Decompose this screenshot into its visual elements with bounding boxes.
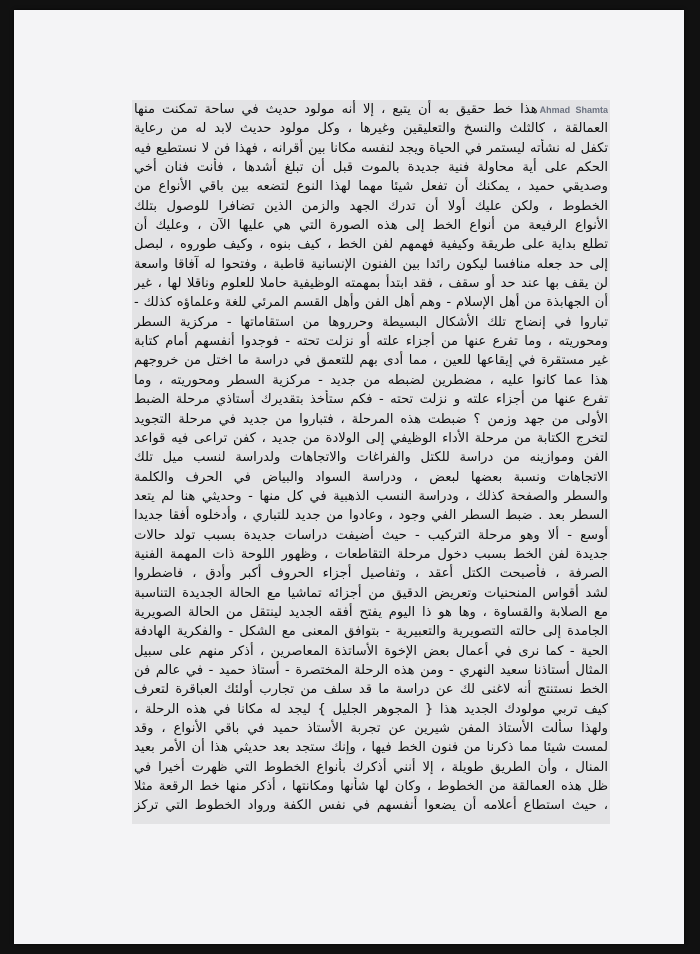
text-line: غير مستقرة في إيقاعها للعين ، مما أدى بهم للتعمق في دراسة ما اختل من خروجهم: [134, 353, 608, 369]
text-line: أن الجهابذة من أهل الإسلام - وهم أهل الفن وأهل القسم المرئي للغة وعلماؤه كذلك -: [134, 295, 608, 311]
paper-sheet: [14, 10, 684, 944]
text-line: وصديقي حميد ، يمكنك أن تفعل شيئا مهما لهذا النوع لتضعه بين باقي الأنواع من: [134, 179, 608, 195]
text-line: السطر بعد . ضبط السطر الفي وجود ، وعادوا من جديد للتباري ، وأدخلوه أفقا جديدا: [134, 508, 608, 524]
text-line: المثال أستاذنا سعيد النهري - ومن هذه الرحلة المختصرة - أستاذ حميد - في عالم فن: [134, 662, 608, 678]
text-line: الأولى من جهد وزمن ؟ ضبطت هذه المرحلة ، فتباروا من جديد في مرحلة التجويد: [134, 411, 608, 427]
text-line: تكفل له نشأته ليستمر في الحياة ويجد لنفسه مكانا بين أقرانه ، فهذا فن لا نستطيع فيه: [134, 140, 608, 156]
text-line: ، حيث استطاع أعلامه أن يضعوا أنفسهم في نفس الكفة ورواد الخطوط التي تركز: [134, 798, 608, 814]
text-line: المنال ، وأن الطريق طويلة ، إلا أنني أذكرك بأنواع الخطوط التي ظهرت أخيرا في: [134, 759, 608, 775]
first-line: [134, 100, 608, 119]
text-line: إلى حد جعله منافسا ليكون رائدا بين الفنون الإنسانية قاطبة ، وفتحوا له آفاقا واسعة: [134, 256, 608, 272]
text-line: تباروا في إنضاج تلك الأشكال البسيطة وحرروها من استقاماتها - مركزية السطر: [134, 314, 608, 330]
text-line: ظل هذه العمالقة من الخطوط ، وكان لها شأنها ومكانتها ، أذكر منها خط الرقعة مثلا: [134, 779, 608, 795]
text-line: الخطوط ، ولكن عليك أولا أن تدرك الجهد والزمن الذين تضافرا للوصول بتلك: [134, 198, 608, 214]
text-line: الصرفة ، فأصبحت الكتل أعقد ، وتفاصيل أجزاء الحروف أكبر وأدق ، فاضطروا: [134, 566, 608, 582]
text-line: الحية - كما نرى في أعمال بعض الإخوة الأساتذة المعاصرين ، أذكر منهم على سبيل: [134, 643, 608, 659]
text-line: ومحوريته ، وما تفرع عنها من أجزاء علته أو نزلت تحته - فوجدوا أنفسهم أمام كتابة: [134, 334, 608, 350]
text-line: هذا عما كانوا عليه ، مضطرين لضبطه من جديد - مركزية السطر ومحوريته ، وما: [134, 372, 608, 388]
text-line: لمست شيئا مما ذكرنا من فنون الخط فيها ، وإنك ستجد بعد حديثي هذا أن الأمر بعيد: [134, 740, 608, 756]
text-line: الاتجاهات ونسبة بعضها لبعض ، ودراسة السواد والبياض في الحرف والكلمة: [134, 469, 608, 485]
text-lines: [134, 119, 608, 815]
text-line: الحكم على أية محاولة فنية جديدة بالموت قبل أن تبلغ أشدها ، فأنت فنان أخي: [134, 160, 608, 176]
text-line: مع الصلابة والقساوة ، وها هو ذا اليوم يفتح أفقه الجديد لينتقل من الحالة الصويرية: [134, 604, 608, 620]
text-line: العمالقة ، كالثلث والنسخ والتعليقين وغيرها ، وكل مولود حديث لابد له من رعاية: [134, 121, 608, 137]
text-line: ولهذا سألت الأستاذ المفن شيرين عن تجربة الأستاذ حميد في باقي الأنواع ، وقد: [134, 721, 608, 736]
text-block: [132, 100, 610, 824]
text-line: الجامدة إلى حالته التصويرية والتعبيرية - بتوافق المعنى مع الشكل - والفكرية الهادفة: [134, 624, 608, 640]
author-label: Ahmad Shamta: [539, 105, 608, 115]
text-line: لشد أقواس المنحنيات وتعريض الدقيق من أجزائه تماشيا مع الحالة الجديدة التناسبة: [134, 585, 608, 601]
text-line: الخط نستنتج أنه لاغنى لك عن دراسة ما قد سلف من تجارب أولئك العباقرة لتعرف: [134, 682, 608, 698]
first-line-text: هذا خط حقيق به أن يتبع ، إلا أنه مولود حديث في ساحة تمكنت منها: [134, 102, 538, 117]
text-line: جديدة لفن الخط بسبب دخول مرحلة التقاطعات ، وظهور اللوحة ذات المهمة الفنية: [134, 546, 608, 562]
text-line: لن يقف بها عند حد أو سقف ، فقد ابتدأ بمهمته الوظيفية حاملا للعلوم وناقلا لها ، غير: [134, 276, 608, 292]
text-line: تفرع عنها من أجزاء علته و نزلت تحته - فكم ستأخذ بتقديرك أستاذي مرحلة الضبط: [134, 392, 608, 408]
text-line: الأنواع الرفيعة من أنواع الخط إلى هذه الصورة التي هي عليها الآن ، وعليك أن: [134, 218, 608, 234]
text-line: الفن وموازينه من دراسة للكتل والفراغات والاتجاهات ولدراسة لنسب ميل تلك: [134, 450, 608, 466]
text-line: تطلع بداية على طريقة وكيفية فهمهم لفن الخط ، كيف بنوه ، وكيف طوروه ، لبصل: [134, 237, 608, 253]
text-line: لتخرج الكتابة من مرحلة الأداء الوظيفي إلى الولادة من جديد ، كفن تراعى فيه قواعد: [134, 430, 608, 446]
text-line: كيف تربي مولودك الجديد هذا { المجوهر الجليل } ليجد له مكانا في هذه الرحلة ،: [134, 701, 608, 717]
text-line: أوسع - ألا وهو مرحلة التركيب - حيث أضيفت دراسات جديدة بسبب تولد حالات: [134, 527, 608, 543]
text-line: والسطر والصفحة كذلك ، ودراسة النسب الذهبية في كل منها - وحديثي هنا لم يتعد: [134, 488, 608, 504]
